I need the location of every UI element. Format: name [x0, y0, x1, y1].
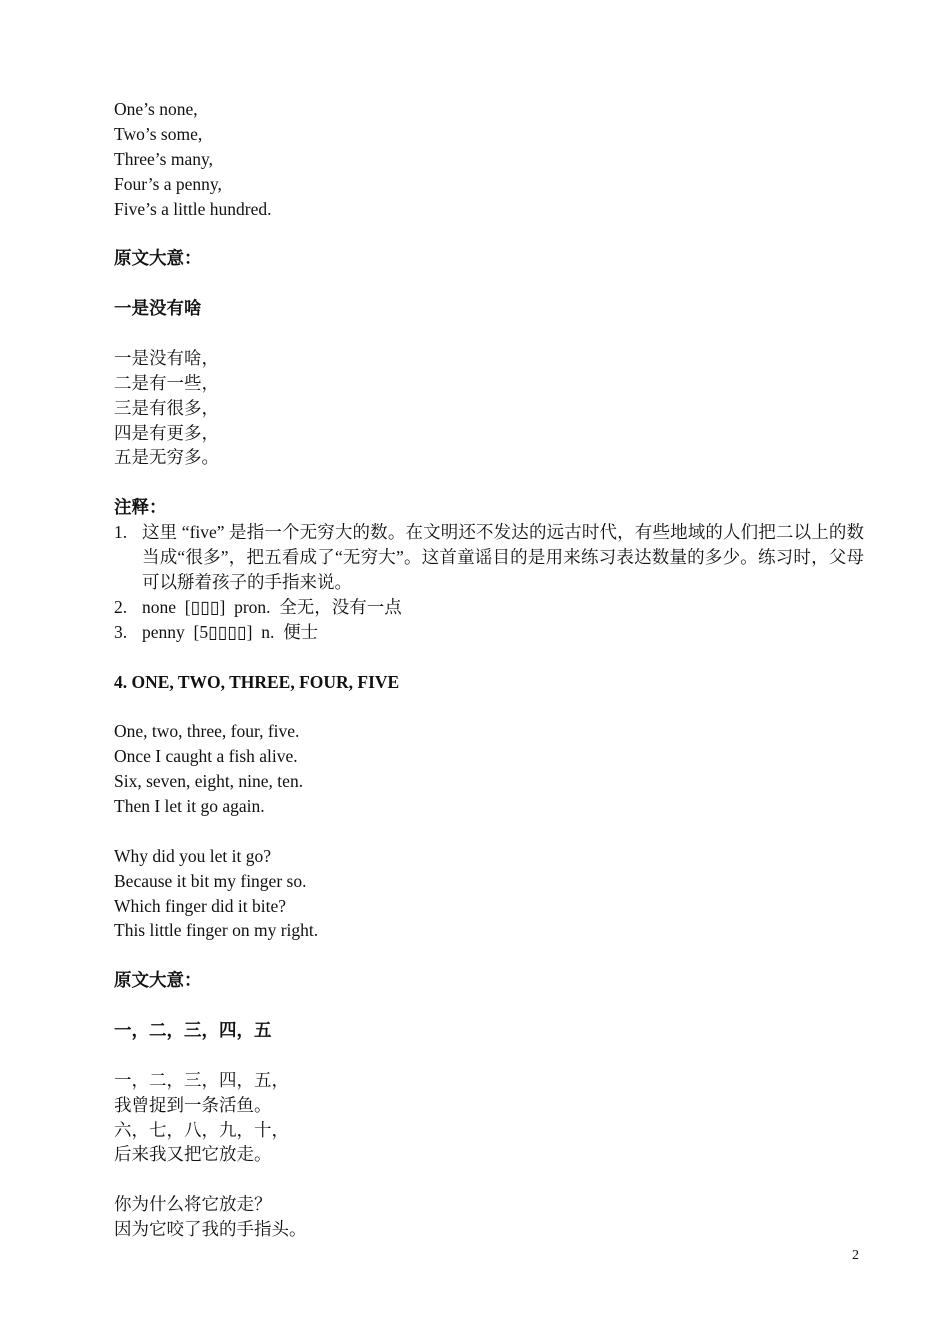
note-text: penny [5▯▯▯▯] n. 便士: [142, 621, 319, 642]
chinese-poem-title: 一，二，三，四，五: [114, 1020, 272, 1041]
poem-line: One, two, three, four, five.: [114, 721, 300, 742]
poem-line: Five’s a little hundred.: [114, 198, 272, 219]
poem-line: Then I let it go again.: [114, 796, 265, 817]
note-number: 2.: [114, 596, 128, 617]
chinese-poem-line: 你为什么将它放走？: [114, 1194, 272, 1215]
note-number: 1.: [114, 522, 128, 543]
chinese-poem-title: 一是没有啥: [114, 298, 202, 319]
chinese-poem-line: 因为它咬了我的手指头。: [114, 1219, 307, 1240]
note-item: [114, 620, 864, 645]
chinese-poem-line: 六，七，八，九，十，: [114, 1119, 289, 1140]
poem-line: This little finger on my right.: [114, 920, 319, 941]
chinese-poem-line: 四是有更多，: [114, 422, 219, 443]
poem-line: Six, seven, eight, nine, ten.: [114, 771, 304, 792]
poem-line: Four’s a penny,: [114, 173, 222, 194]
poem-line: Because it bit my finger so.: [114, 870, 307, 891]
notes-heading: 注释：: [114, 497, 167, 518]
chinese-poem-line: 一是没有啥，: [114, 347, 219, 368]
note-number: 3.: [114, 621, 128, 642]
poem-line: Which finger did it bite?: [114, 895, 287, 916]
note-item: [114, 595, 864, 620]
chinese-poem-line: 二是有一些，: [114, 372, 219, 393]
meaning-heading: 原文大意：: [114, 970, 202, 991]
poem-line: One’s none,: [114, 99, 198, 119]
chinese-poem-line: 三是有很多，: [114, 397, 219, 418]
note-item: [114, 520, 864, 595]
note-text: 这里 “five” 是指一个无穷大的数。在文明还不发达的远古时代，有些地域的人们把二以上的数当成“很多”，把五看成了“无穷大”。这首童谣目的是用来练习表达数量的多少。练习时，父母可以掰着孩子的手指来说。: [142, 522, 864, 592]
chinese-poem-line: 五是无穷多。: [114, 447, 219, 468]
chinese-poem-line: 一，二，三，四，五，: [114, 1069, 289, 1090]
note-text: none [▯▯▯] pron. 全无，没有一点: [142, 596, 402, 617]
chinese-poem-line: 后来我又把它放走。: [114, 1144, 272, 1165]
meaning-heading: 原文大意：: [114, 248, 202, 269]
poem-line: Why did you let it go?: [114, 845, 271, 866]
section-title: 4. ONE, TWO, THREE, FOUR, FIVE: [114, 671, 400, 692]
poem-line: Two’s some,: [114, 123, 203, 144]
poem-line: Three’s many,: [114, 148, 213, 169]
document-page: [114, 97, 864, 1242]
poem-line: Once I caught a fish alive.: [114, 746, 298, 767]
chinese-poem-line: 我曾捉到一条活鱼。: [114, 1094, 272, 1115]
page-number: 2: [852, 1248, 859, 1263]
